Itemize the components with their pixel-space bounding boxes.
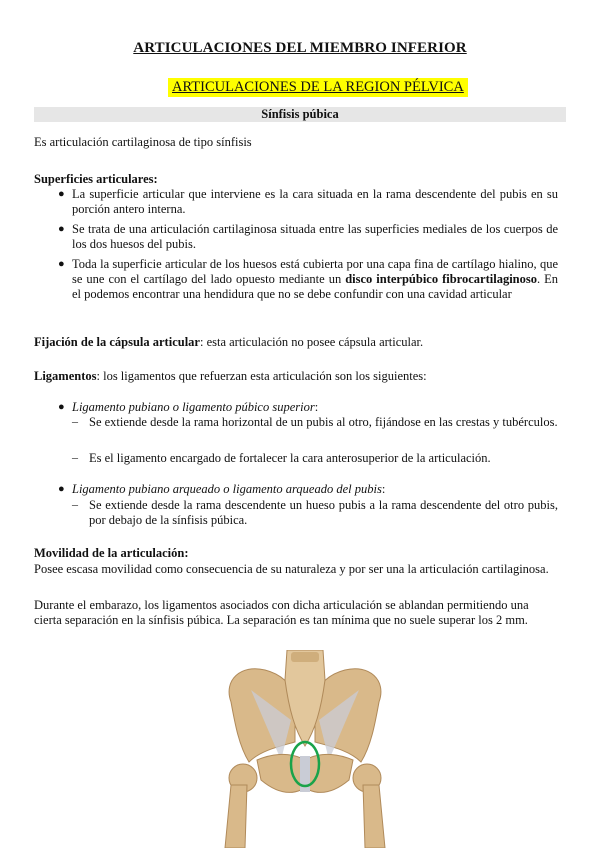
movilidad-heading: Movilidad de la articulación: [34,546,189,560]
superficies-bullet-1: La superficie articular que interviene es la cara situada en la rama descendente del pubis en su porción antero interna. [72,187,558,216]
ligamento-1-sub-1: Se extiende desde la rama horizontal de un pubis al otro, fijándose en las crestas y tubérculos. [89,415,558,429]
pelvis-illustration [221,650,389,848]
bullet-icon: ● [58,258,65,270]
superficies-bullet-3 [72,257,558,302]
bullet-icon: ● [58,401,65,413]
movilidad-p2: Durante el embarazo, los ligamentos asociados con dicha articulación se ablandan permitiendo una cierta separación en la sínfisis púbica. La separación es tan mínima que no suele superar los 2 mm. [34,598,529,627]
fijacion-line [34,335,423,350]
ligamento-1-name: Ligamento pubiano o ligamento púbico superior [72,400,315,414]
superficies-bullet-2: Se trata de una articulación cartilaginosa situada entre las superficies mediales de los cuerpos de los dos huesos del pubis. [72,222,558,251]
lumbar-vertebra [291,652,319,662]
fijacion-label: Fijación de la cápsula articular [34,335,200,349]
ligamento-2-name: Ligamento pubiano arqueado o ligamento arqueado del pubis [72,482,382,496]
ligamentos-label: Ligamentos [34,369,97,383]
ligamento-2-sub-1: Se extiende desde la rama descendente un hueso pubis a la rama descendente del otro pubis, por debajo de la sínfisis púbica. [89,498,558,527]
document-title: ARTICULACIONES DEL MIEMBRO INFERIOR [133,40,467,56]
movilidad-p1: Posee escasa movilidad como consecuencia de su naturaleza y por ser una la articulación cartilaginosa. [34,562,549,576]
bullet3-bold-term: disco interpúbico fibrocartilaginoso [345,272,537,286]
section-subtitle: ARTICULACIONES DE LA REGION PÉLVICA [168,78,468,97]
dash-icon: – [72,450,78,464]
ligamentos-line [34,369,427,384]
bullet-icon: ● [58,483,65,495]
ligamentos-text: : los ligamentos que refuerzan esta articulación son los siguientes: [96,369,427,383]
superficies-heading: Superficies articulares: [34,172,158,186]
bullet-icon: ● [58,223,65,235]
ligamento-item-1 [72,400,318,415]
bullet-icon: ● [58,188,65,200]
ligamento-1-sub-2: Es el ligamento encargado de fortalecer la cara anterosuperior de la articulación. [89,451,491,465]
ligamento-item-2 [72,482,385,497]
intro-text: Es articulación cartilaginosa de tipo sínfisis [34,135,252,149]
bullet3-text-a: Toda la superficie articular de los huesos está cubierta por una capa fina de cartílago hialino, que se une con el cartílago del lado opuesto mediante un [72,257,558,286]
colon: : [314,400,319,414]
colon: : [381,482,386,496]
section-heading-bar: Sínfisis púbica [34,107,566,122]
bullet3-text-b: . En el podemos encontrar una hendidura que no se debe confundir con una cavidad articular [72,272,559,301]
fijacion-text: : esta articulación no posee cápsula articular. [199,335,424,349]
dash-icon: – [72,414,78,428]
dash-icon: – [72,497,78,511]
